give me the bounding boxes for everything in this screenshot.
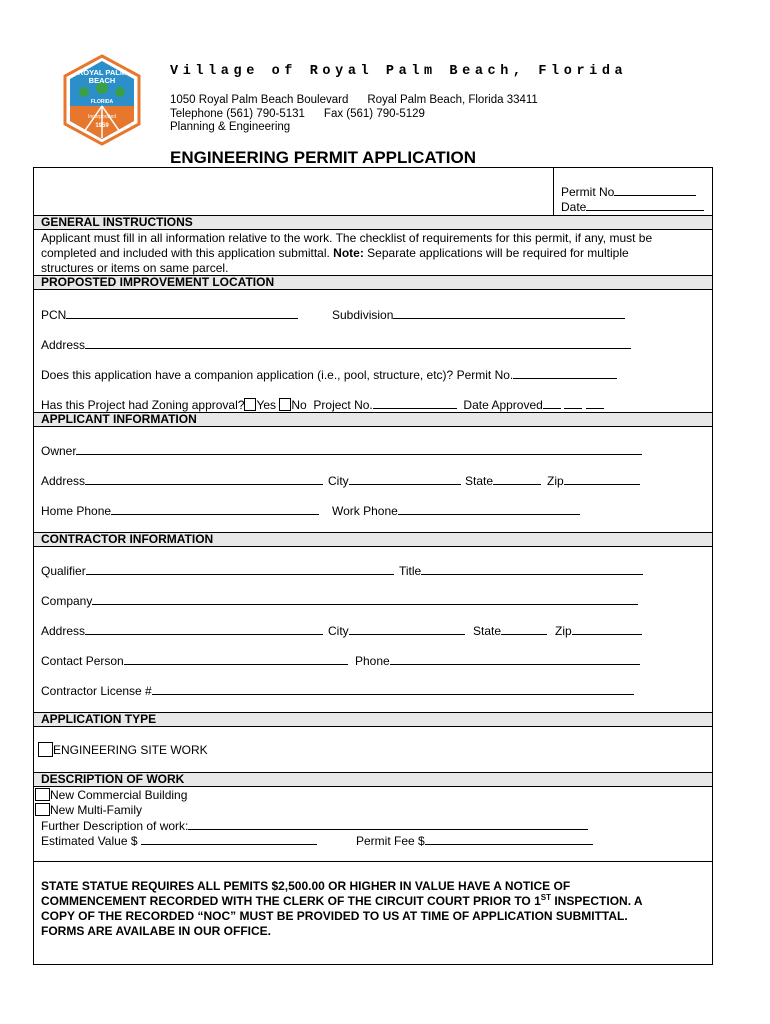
contact-person-field[interactable]: Contact Person: [41, 653, 348, 668]
logo-top-text: ROYAL PALM: [77, 68, 127, 77]
companion-permit-field[interactable]: Does this application have a companion application (i.e., pool, structure, etc)? Permit No.: [41, 367, 617, 382]
logo-sub-text: FLORIDA: [90, 99, 114, 105]
logo-mid-text: BEACH: [88, 76, 116, 85]
noc-notice: STATE STATUE REQUIRES ALL PEMITS $2,500.00 OR HIGHER IN VALUE HAVE A NOTICE OF COMMENCEMENT RECORDED WITH THE CLERK OF THE CIRCUIT COURT PRIOR TO 1ST INSPECTION. A COPY OF THE RECORDED “NOC” MUST BE PROVIDED TO US AT TIME OF APPLICATION SUBMITTAL. FORMS ARE AVAILABE IN OUR OFFICE.: [41, 879, 643, 938]
contractor-title-field[interactable]: Title: [399, 563, 643, 578]
location-address-field[interactable]: Address: [41, 337, 631, 352]
work-phone-field[interactable]: Work Phone: [332, 503, 580, 518]
description-heading: DESCRIPTION OF WORK: [34, 772, 712, 787]
pcn-field[interactable]: PCN: [41, 307, 298, 322]
subdivision-field[interactable]: Subdivision: [332, 307, 625, 322]
permit-date-field[interactable]: Date: [561, 199, 704, 214]
applicant-heading: APPLICANT INFORMATION: [34, 412, 712, 427]
zoning-approval-row: Has this Project had Zoning approval? Yes No Project No. Date Approved: [41, 397, 604, 412]
contact-line: [170, 108, 425, 120]
new-commercial-option: New Commercial Building: [35, 788, 187, 802]
contractor-state-field[interactable]: State: [473, 623, 547, 638]
telephone: Telephone (561) 790-5131: [170, 108, 305, 120]
logo-inc-text: Incorporated: [87, 114, 117, 120]
qualifier-field[interactable]: Qualifier: [41, 563, 394, 578]
applicant-state-field[interactable]: State: [465, 473, 541, 488]
location-heading: PROPOSTED IMPROVEMENT LOCATION: [34, 275, 712, 290]
general-instructions-heading: GENERAL INSTRUCTIONS: [34, 215, 712, 230]
applicant-address-field[interactable]: Address: [41, 473, 323, 488]
owner-field[interactable]: Owner: [41, 443, 642, 458]
project-no-field[interactable]: Project No.: [313, 398, 456, 412]
new-multifamily-checkbox[interactable]: [35, 803, 50, 816]
application-form: [33, 167, 713, 965]
zoning-yes-checkbox[interactable]: [244, 398, 256, 411]
general-line-1: Applicant must fill in all information relative to the work. The checklist of requirements for this permit, if any, must be: [41, 231, 653, 245]
page-title: ENGINEERING PERMIT APPLICATION: [170, 148, 477, 167]
city-address: Royal Palm Beach, Florida 33411: [367, 94, 538, 106]
date-approved-field[interactable]: Date Approved: [463, 398, 603, 412]
applicant-zip-field[interactable]: Zip: [547, 473, 640, 488]
company-field[interactable]: Company: [41, 593, 638, 608]
contractor-phone-field[interactable]: Phone: [355, 653, 640, 668]
further-description-field[interactable]: Further Description of work:: [41, 818, 588, 833]
zoning-no-checkbox[interactable]: [279, 398, 291, 411]
general-line-2: completed and included with this application submittal. Note: Separate applications will be required for multiple: [41, 246, 629, 260]
contractor-address-field[interactable]: Address: [41, 623, 323, 638]
new-multifamily-option: New Multi-Family: [35, 803, 142, 817]
contractor-city-field[interactable]: City: [328, 623, 465, 638]
village-logo: [62, 54, 142, 146]
notice-divider: [34, 861, 712, 862]
application-type-heading: APPLICATION TYPE: [34, 712, 712, 727]
fax: Fax (561) 790-5129: [323, 108, 425, 120]
new-commercial-checkbox[interactable]: [35, 788, 50, 801]
logo-year: 1959: [95, 123, 109, 129]
department: Planning & Engineering: [170, 121, 291, 133]
applicant-city-field[interactable]: City: [328, 473, 461, 488]
street-address: 1050 Royal Palm Beach Boulevard: [170, 94, 349, 106]
village-name: Village of Royal Palm Beach, Florida: [170, 64, 628, 79]
contractor-license-field[interactable]: Contractor License #: [41, 683, 634, 698]
estimated-value-field[interactable]: Estimated Value $: [41, 833, 317, 848]
contractor-zip-field[interactable]: Zip: [555, 623, 642, 638]
home-phone-field[interactable]: Home Phone: [41, 503, 319, 518]
engineering-site-work-checkbox[interactable]: [38, 742, 53, 757]
general-line-3: structures or items on same parcel.: [41, 261, 229, 275]
permit-no-field[interactable]: Permit No: [561, 184, 696, 199]
address-line-1: [170, 94, 538, 106]
permit-fee-field[interactable]: Permit Fee $: [356, 833, 593, 848]
engineering-site-work-option: ENGINEERING SITE WORK: [38, 742, 208, 757]
contractor-heading: CONTRACTOR INFORMATION: [34, 532, 712, 547]
